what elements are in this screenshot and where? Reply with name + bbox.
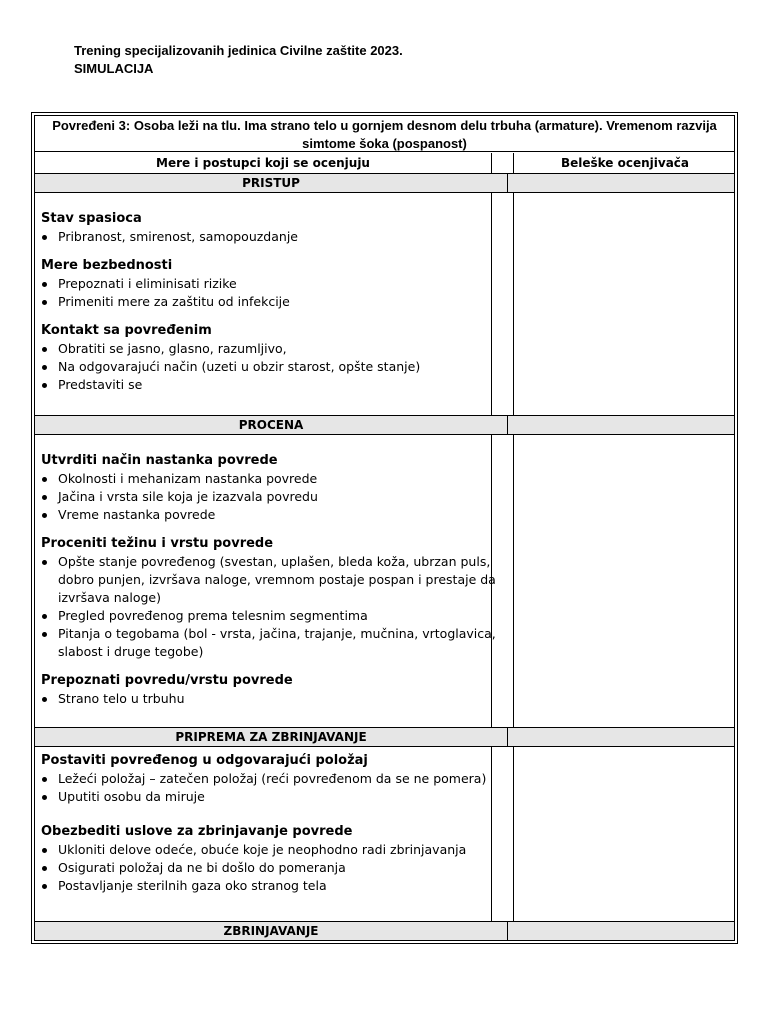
list-item: Prepoznati i eliminisati rizike (41, 275, 501, 293)
group-title: Proceniti težinu i vrstu povrede (41, 536, 274, 551)
assessment-table (31, 112, 738, 944)
table-inner (34, 115, 735, 941)
column-divider (513, 435, 514, 727)
section-title: PRIPREMA ZA ZBRINJAVANJE (175, 730, 367, 744)
item-list (41, 340, 501, 394)
group-title: Obezbediti uslove za zbrinjavanje povrede (41, 824, 353, 839)
section-title: PROCENA (238, 418, 304, 432)
list-item: Primeniti mere za zaštitu od infekcije (41, 293, 501, 311)
section-body-priprema (41, 752, 501, 895)
list-item: Opšte stanje povređenog (svestan, uplašen, bleda koža, ubrzan puls, dobro punjen, izvršava naloge, vremnom postaje pospan i prestaje da izvršava naloge) (41, 553, 501, 607)
list-item: Vreme nastanka povrede (41, 506, 501, 524)
section-title: PRISTUP (242, 176, 300, 190)
item-list (41, 770, 501, 806)
section-body-pristup (41, 210, 501, 394)
section-divider (507, 728, 508, 746)
group-title: Postaviti povređenog u odgovarajući položaj (41, 753, 368, 768)
group-title: Kontakt sa povređenim (41, 323, 212, 338)
list-item: Postavljanje sterilnih gaza oko stranog tela (41, 877, 501, 895)
list-item: Uputiti osobu da miruje (41, 788, 501, 806)
section-divider (507, 174, 508, 192)
group-title: Utvrditi način nastanka povrede (41, 453, 278, 468)
column-divider (513, 747, 514, 921)
group-title: Stav spasioca (41, 211, 142, 226)
header-subtitle: SIMULACIJA (74, 61, 154, 76)
list-item: Ležeći položaj – zatečen položaj (reći povređenom da se ne pomera) (41, 770, 501, 788)
section-body-procena (41, 452, 501, 708)
section-header-priprema (35, 727, 734, 747)
column-header-notes: Beleške ocenjivača (560, 156, 690, 170)
column-divider (513, 153, 514, 173)
section-divider (507, 416, 508, 434)
list-item: Okolnosti i mehanizam nastanka povrede (41, 470, 501, 488)
list-item: Jačina i vrsta sile koja je izazvala povredu (41, 488, 501, 506)
list-item: Predstaviti se (41, 376, 501, 394)
item-list (41, 841, 501, 895)
list-item: Na odgovarajući način (uzeti u obzir starost, opšte stanje) (41, 358, 501, 376)
column-divider (491, 153, 492, 173)
section-title: ZBRINJAVANJE (223, 924, 319, 938)
section-header-zbrinjavanje (35, 921, 734, 941)
list-item: Ukloniti delove odeće, obuće koje je neophodno radi zbrinjavanja (41, 841, 501, 859)
item-list (41, 228, 501, 246)
scenario-description: Povređeni 3: Osoba leži na tlu. Ima strano telo u gornjem desnom delu trbuha (armature). Vremenom razvija simtome šoka (pospanost) (35, 116, 734, 152)
item-list (41, 470, 501, 524)
list-item: Pribranost, smirenost, samopouzdanje (41, 228, 501, 246)
item-list (41, 690, 501, 708)
list-item: Pregled povređenog prema telesnim segmentima (41, 607, 501, 625)
header-title: Trening specijalizovanih jedinica Civilne zaštite 2023. (74, 43, 403, 58)
column-header-measures: Mere i postupci koji se ocenjuju (156, 156, 370, 170)
list-item: Osigurati položaj da ne bi došlo do pomeranja (41, 859, 501, 877)
item-list (41, 553, 501, 661)
document-header (74, 42, 403, 78)
section-header-pristup (35, 173, 734, 193)
column-divider (513, 193, 514, 415)
group-title: Mere bezbednosti (41, 258, 173, 273)
group-title: Prepoznati povredu/vrstu povrede (41, 673, 293, 688)
list-item: Obratiti se jasno, glasno, razumljivo, (41, 340, 501, 358)
section-divider (507, 922, 508, 940)
section-header-procena (35, 415, 734, 435)
list-item: Strano telo u trbuhu (41, 690, 501, 708)
list-item: Pitanja o tegobama (bol - vrsta, jačina, trajanje, mučnina, vrtoglavica, slabost i druge tegobe) (41, 625, 501, 661)
item-list (41, 275, 501, 311)
